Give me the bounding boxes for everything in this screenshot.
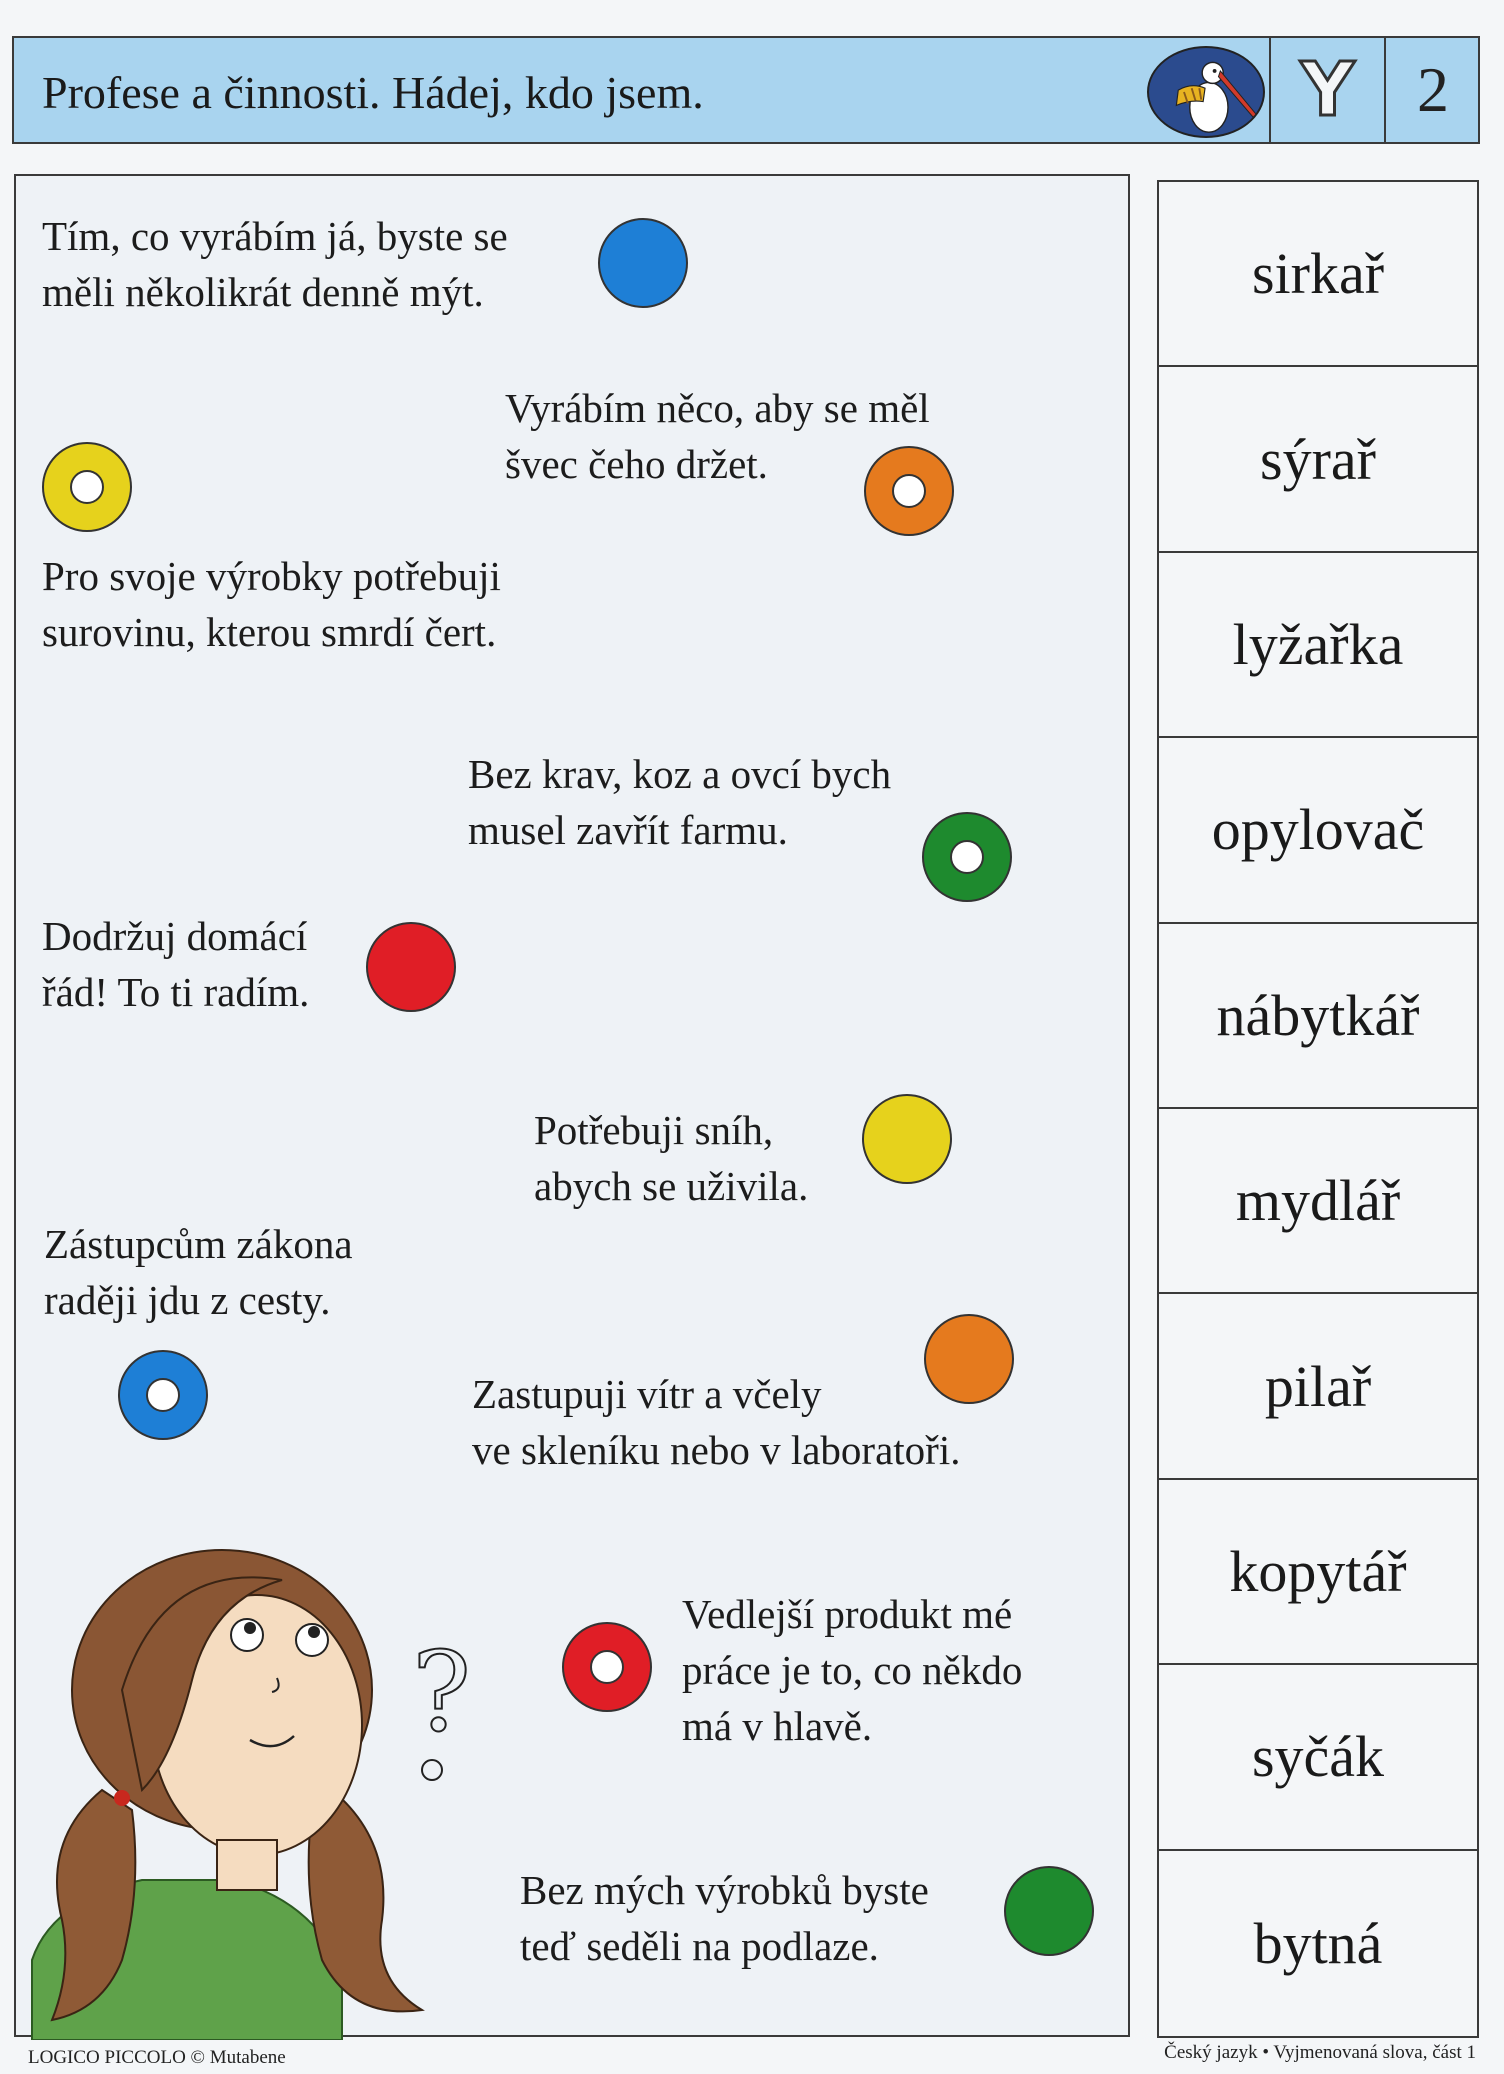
answer-item[interactable]: syčák [1159,1665,1477,1850]
clue-text: Zástupcům zákona raději jdu z cesty. [44,1221,353,1323]
svg-text:?: ? [412,1628,471,1756]
answer-item[interactable]: opylovač [1159,738,1477,923]
answer-item[interactable]: mydlář [1159,1109,1477,1294]
letter-box: Y [1269,38,1384,142]
clue-text: Tím, co vyrábím já, byste se měli několikrát denně mýt. [42,213,508,315]
clue-text: Bez mých výrobků byste teď seděli na podlaze. [520,1867,929,1969]
answer-item[interactable]: pilař [1159,1294,1477,1479]
clue-text: Bez krav, koz a ovcí bych musel zavřít farmu. [468,751,892,853]
thinking-girl-illustration [12,1540,482,2040]
clue-dot[interactable] [366,922,456,1012]
answer-item[interactable]: bytná [1253,1910,1383,1976]
clue-dot[interactable] [1004,1866,1094,1956]
clue-text: Vedlejší produkt mé práce je to, co někdo má v hlavě. [682,1591,1023,1749]
footer-publisher: LOGICO PICCOLO © Mutabene [28,2047,286,2068]
header-bar [12,36,1480,144]
answer-item[interactable]: nábytkář [1159,924,1477,1109]
number-box: 2 [1384,38,1480,142]
clue-text: Zastupuji vítr a včely ve skleníku nebo v laboratoři. [472,1371,961,1473]
clue-dot[interactable] [598,218,688,308]
clue-text: Vyrábím něco, aby se měl švec čeho držet. [505,385,930,487]
answer-list [1157,180,1479,2038]
clue-dot[interactable] [862,1094,952,1184]
answer-item[interactable]: kopytář [1159,1480,1477,1665]
clue-dot[interactable] [864,446,954,536]
answer-item[interactable]: sirkař [1159,182,1477,367]
page-title: Profese a činnosti. Hádej, kdo jsem. [42,67,704,118]
answer-item[interactable]: sýrař [1159,367,1477,552]
answer-item[interactable]: lyžařka [1159,553,1477,738]
clue-text: Dodržuj domácí řád! To ti radím. [42,913,310,1015]
clue-text: Potřebuji sníh, abych se uživila. [534,1107,809,1209]
clue-dot[interactable] [42,442,132,532]
clue-dot[interactable] [562,1622,652,1712]
stork-logo-icon [1147,46,1265,138]
clue-text: Pro svoje výrobky potřebuji surovinu, kterou smrdí čert. [42,553,501,655]
clue-dot[interactable] [924,1314,1014,1404]
footer-subject: Český jazyk • Vyjmenovaná slova, část 1 [1164,2042,1476,2063]
clue-dot[interactable] [118,1350,208,1440]
clue-dot[interactable] [922,812,1012,902]
